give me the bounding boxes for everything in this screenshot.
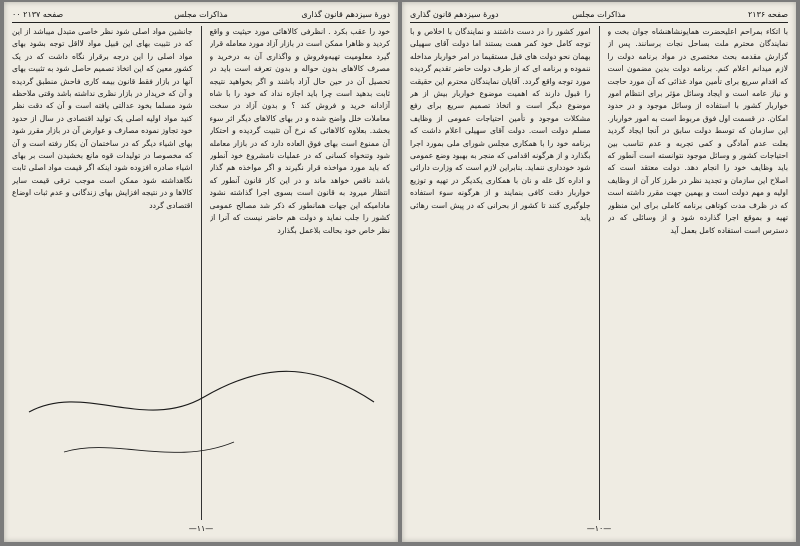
column-divider [599, 26, 600, 520]
left-page [4, 2, 398, 542]
right-page-column-left: امور کشور را در دست داشتند و نمایندگان با اخلاص و با توجه کامل خود کمر همت بستند اما دولت آقای سهیلی بهمان نحو دولت های قبل مستقیما در امر خواربار مداخله ننموده و برنامه ای که از طرف دولت حاضر تقدیم گردیده مورد توجه واقع گردد. آقایان نمایندگان محترم این حقیقت را قبول دارند که اهمیت موضوع خواربار بیش از هر موضوع دیگر است و اتخاذ تصمیم سریع برای رفع مشکلات موجود و تأمین احتیاجات عمومی از وظایف مسلم دولت است. دولت آقای سهیلی اعلام داشت که برنامه خود را با همکاری مجلس شورای ملی بمورد اجرا بگذارد و از هرگونه اقدامی که منجر به بهبود وضع عمومی شود خودداری ننماید. بنابراین لازم است که وزارت دارائی و اداره کل غله و نان با همکاری یکدیگر در تهیه و توزیع خواربار دقت کافی بنمایند و از هرگونه سوء استفاده جلوگیری کنند تا کشور از بحرانی که در پیش است رهائی یابد [410, 27, 591, 223]
left-running-title: مذاکرات مجلس [174, 10, 228, 19]
left-page-column-right: خود را عقب بکرد . انظرفی کالاهائی مورد حیثیت و واقع کردید و ظاهرا ممکن است در بازار آزاد مورد معامله قرار گیرد معلومیت تهیه‌وفروش و واگذاری آن به درخرید و مصرف کالاهای بدون حواله و بدون تعرفه است باید در تحصیل آن در حین حال آزاد باشند و اگر بخواهید نتیجه ثابت بدهید است چرا باید اجازه نداد که خود را با شاه آزادانه خرید و فروش کند ؟ و بدون آزاد در سخت معاملات خلل واضح شده و در بهای کالاهای دیگر اثر سوء بخشد. بعلاوه کالاهائی که نرخ آن تثبیت گردیده و احتکار آن ممنوع است بهای فوق العاده دارد که در بازار معامله شود وتنخواه کسانی که در عملیات نامشروع خود آنطور که باید مورد مواخذه قرار نگیرند و اگر مواخذه هم گذار باشد ناقص خواهد ماند و در این کار قانون آنطور که انتظار میرود به قانون است بسوی اجرا گذاشته نشود مادامیکه این جهات همانطور که ذکر شد مصالح عمومی کشور را جلب نماید و دولت هم حاضر نیست که آنرا از نظر خاص خود بحالت بلاعمل بگذارد [209, 27, 390, 235]
right-running-title: مذاکرات مجلس [572, 10, 626, 19]
right-page-column-right: با اتکاء بمراحم اعلیحضرت همایونشاهنشاه جوان بخت و نمایندگان محترم ملت بساحل نجات برسانند. پس از گزارش مقدمه بحث مختصری در مواد برنامه دولت را لازم میدانم اعلام کنم. برنامه دولت بدین مضمون است که اقدام سریع برای تأمین مواد غذائی که آن مورد حاجت و نیاز عامه است و ایجاد وسائل مؤثر برای انتظام امور خواربار کشور با استفاده از وسائل موجود و در حدود امکان. در قسمت اول فوق مربوط است به امور خواربار. این سازمان که توسط دولت سابق در آنجا ایجاد گردید بعلت عدم آمادگی و کمی تجربه و عدم تناسب بین احتیاجات کشور و وسائل موجود نتوانسته است آنطور که باید وظایف خود را انجام دهد. دولت معتقد است که اصلاح این سازمان و تجدید نظر در طرز کار آن از وظایف اولیه و مهم دولت است و بهمین جهت مقرر داشته است که در ظرف مدت کوتاهی برنامه کاملی برای این منظور تهیه و بموقع اجرا گذارده شود و از وسائلی که در دسترس است استفاده کامل بعمل آید [607, 27, 788, 235]
left-page-number: ۰۰ صفحه ۲۱۳۷ [12, 10, 64, 19]
right-page [402, 2, 796, 542]
right-page-footer: —۱۰— [586, 524, 612, 533]
book-spread [4, 2, 796, 542]
left-page-header [12, 8, 390, 23]
column-divider [201, 26, 202, 520]
left-page-footer: —۱۱— [188, 524, 214, 533]
left-page-column-left: جانشین مواد اصلی شود نظر خاصی متبدل میباشد از این که در تثبیت بهای این قبیل مواد لااقل توجه بشود بهای مواد اصلی را این درجه برقرار نگاه داشت که در یک کشور معین که این اتخاذ تصمیم حاصل شود به تثبیت بهای آنها در بازار فقط قانون بیمه کاری فاحش منطبق گردیده و آن که خریدار در بازار نظری نداشته باشد وقتی ملاحظه شود مسلما بخود عدالتی یافته است و آن که دقت نظر کنید مواد اولیه اصلی یک تولید اقتصادی در سال از حدود خود تجاوز نموده مصارف و عوارض آن در بازار مقرر شود بهای اشیاء دیگر که در ساختمان آن بکار رفته است و آن که مخصوصا در تولیدات قوه مانع بخشیدن است بر بهای اشیاء صادره افزوده شود اینکه اگر قیمت مواد اصلی ثابت نگاهداشته شود ممکن است موجب ترقی قیمت سایر کالاها و در نتیجه افزایش بهای زندگانی و عدم ثبات اوضاع اقتصادی گردد [12, 27, 193, 210]
right-page-header [410, 8, 788, 23]
right-page-columns [410, 26, 788, 520]
right-session-title: دورهٔ سیزدهم قانون گذاری [410, 10, 499, 19]
right-page-number: صفحه ۲۱۳۶ [747, 10, 788, 19]
left-session-title: دورهٔ سیزدهم قانون گذاری [301, 10, 390, 19]
left-page-columns [12, 26, 390, 520]
